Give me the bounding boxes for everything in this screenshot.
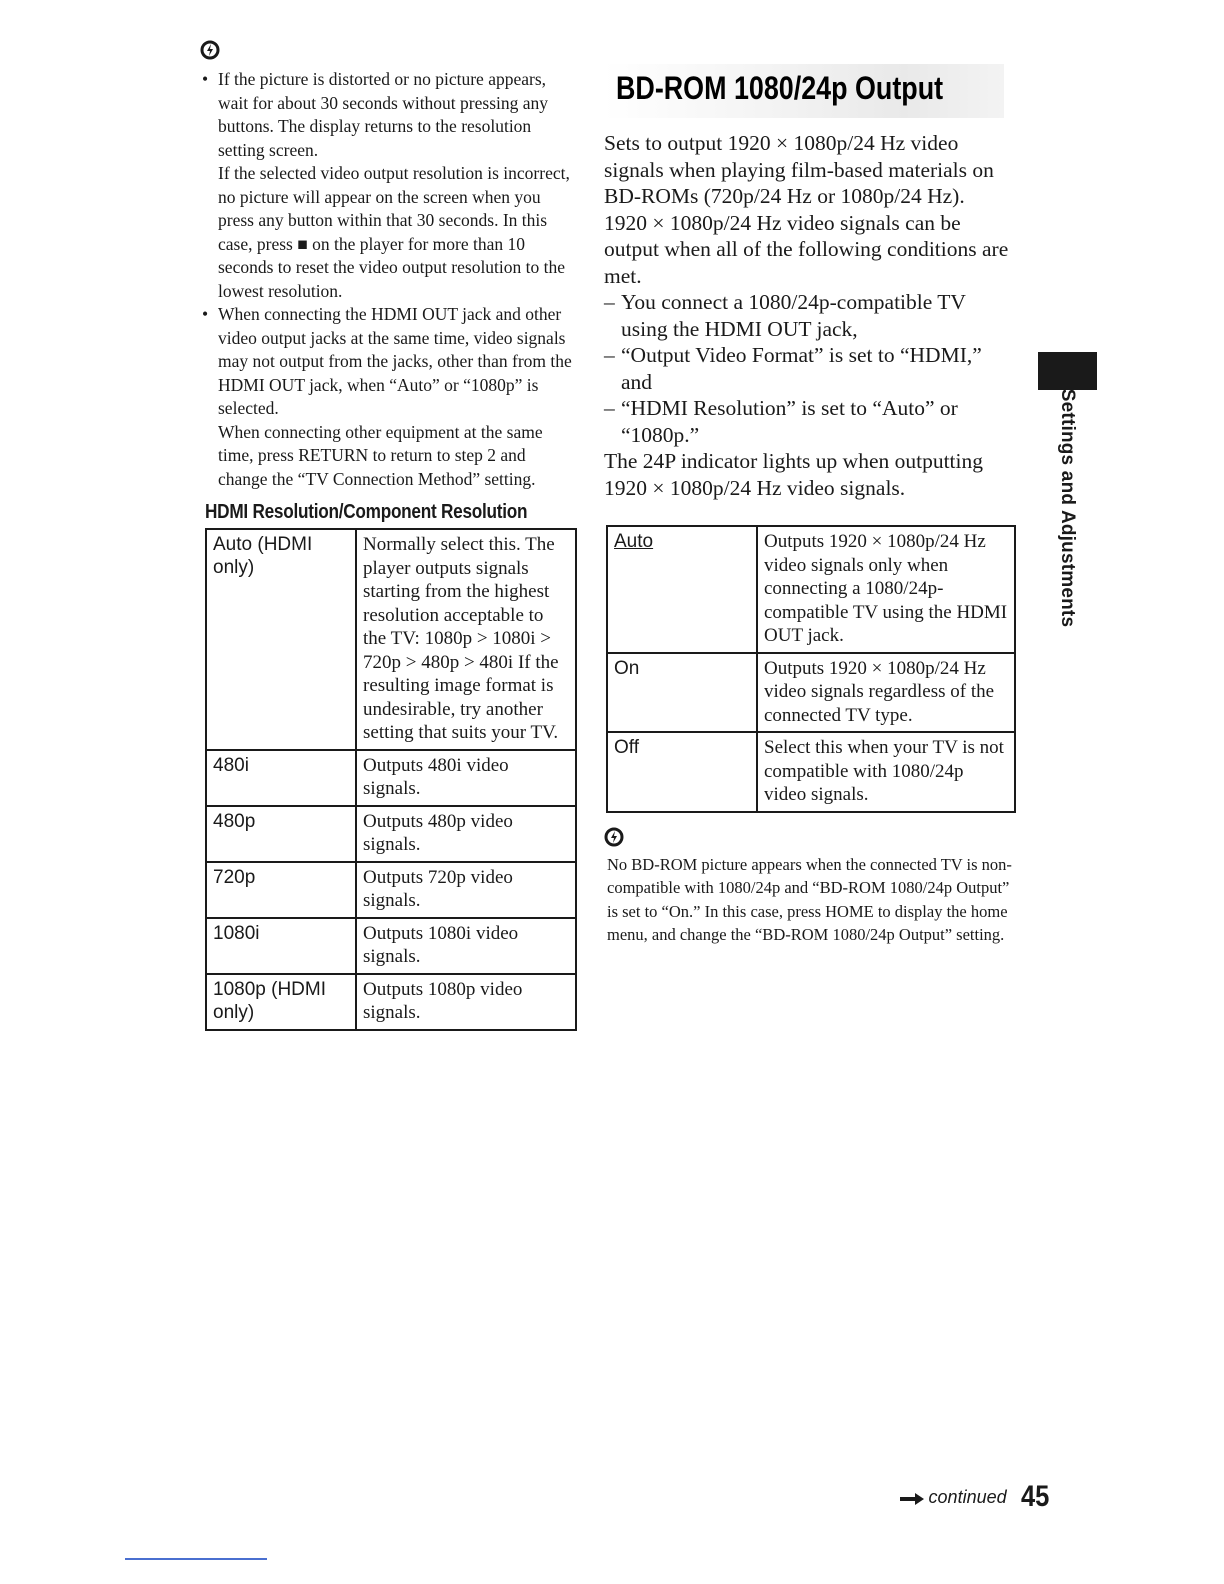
hint-icon: [200, 40, 220, 60]
resolution-table: [205, 528, 577, 1031]
condition-item: – “Output Video Format” is set to “HDMI,” and: [604, 342, 1014, 395]
bullet-paragraph: • When connecting the HDMI OUT jack and other video output jacks at the same time, video signals may not output from the jacks, other than from the HDMI OUT jack, when “Auto” or “1080p” is selected.: [218, 304, 572, 418]
continued-indicator: [899, 1487, 1007, 1508]
table-row: [206, 806, 576, 862]
table-row: [206, 529, 576, 750]
option-name: 1080p (HDMI only): [206, 974, 356, 1030]
intro-paragraph: Sets to output 1920 × 1080p/24 Hz video signals when playing film-based materials on BD-ROMs (720p/24 Hz or 1080p/24 Hz).: [604, 131, 994, 208]
arrow-right-icon: [899, 1490, 925, 1504]
table-row: [206, 750, 576, 806]
body-text: [604, 130, 1014, 501]
output-options-table: [606, 525, 1016, 813]
chapter-side-label: Settings and Adjustments: [1057, 388, 1078, 628]
page-footer: [899, 1480, 1054, 1514]
bullet-item: [200, 68, 572, 303]
option-name: 1080i: [206, 918, 356, 974]
continued-label: continued: [928, 1486, 1007, 1507]
section-banner: [604, 64, 1004, 118]
option-description: Outputs 1080i video signals.: [356, 918, 576, 974]
option-description: Outputs 720p video signals.: [356, 862, 576, 918]
conditions-list: [604, 289, 1014, 448]
table-row: [607, 526, 1015, 653]
condition-item: – “HDMI Resolution” is set to “Auto” or “1080p.”: [604, 395, 1014, 448]
indicator-paragraph: The 24P indicator lights up when outputting 1920 × 1080p/24 Hz video signals.: [604, 449, 984, 500]
option-name: 720p: [206, 862, 356, 918]
hint-bullets: [200, 68, 572, 491]
section-heading: BD-ROM 1080/24p Output: [616, 70, 944, 106]
table-row: [206, 974, 576, 1030]
intro-paragraph: 1920 × 1080p/24 Hz video signals can be output when all of the following conditions are met.: [604, 210, 1009, 288]
bullet-paragraph: If the selected video output resolution is incorrect, no picture will appear on the screen when you press any button within that 30 seconds. In this case, press ■ on the player for more than 10 seconds to reset the video output resolution to the lowest resolution.: [218, 163, 570, 301]
bullet-paragraph: When connecting other equipment at the same time, press RETURN to return to step 2 and change the “TV Connection Method” setting.: [218, 421, 543, 489]
table-row: [607, 732, 1015, 812]
hint-note: [604, 827, 1014, 947]
bullet-paragraph: • If the picture is distorted or no picture appears, wait for about 30 seconds without pressing any buttons. The display returns to the resolution setting screen.: [218, 69, 549, 160]
option-name: Auto (HDMI only): [206, 529, 356, 750]
condition-item: – You connect a 1080/24p-compatible TV using the HDMI OUT jack,: [604, 289, 1014, 342]
right-column: [604, 64, 1014, 947]
option-description: Outputs 1080p video signals.: [356, 974, 576, 1030]
table-row: [206, 862, 576, 918]
table-row: [206, 918, 576, 974]
option-description: Outputs 1920 × 1080p/24 Hz video signals only when connecting a 1080/24p-compatible TV using the HDMI OUT jack.: [757, 526, 1015, 653]
option-description: Normally select this. The player outputs signals starting from the highest resolution acceptable to the TV: 1080p > 1080i > 720p > 480p > 480i If the resulting image format is undesirable, try another setting that suits your TV.: [356, 529, 576, 750]
footer-rule: [125, 1558, 267, 1560]
option-name: On: [607, 653, 757, 733]
option-name: 480p: [206, 806, 356, 862]
hint-icon: [604, 827, 624, 847]
option-name: Off: [607, 732, 757, 812]
page-number: 45: [1020, 1480, 1049, 1513]
option-name: 480i: [206, 750, 356, 806]
option-description: Outputs 480i video signals.: [356, 750, 576, 806]
option-name-text: Auto: [614, 531, 654, 552]
option-description: Outputs 1920 × 1080p/24 Hz video signals regardless of the connected TV type.: [757, 653, 1015, 733]
bullet-item: [200, 303, 572, 491]
option-name: [607, 526, 757, 653]
option-description: Outputs 480p video signals.: [356, 806, 576, 862]
section-title: HDMI Resolution/Component Resolution: [205, 501, 528, 523]
note-text: No BD-ROM picture appears when the connected TV is non-compatible with 1080/24p and “BD-ROM 1080/24p Output” is set to “On.” In this case, press HOME to display the home menu, and change the “BD-ROM 1080/24p Output” setting.: [607, 854, 1012, 944]
left-column: [200, 40, 572, 1031]
option-description: Select this when your TV is not compatible with 1080/24p video signals.: [757, 732, 1015, 812]
table-row: [607, 653, 1015, 733]
chapter-tab-marker: [1038, 352, 1097, 390]
